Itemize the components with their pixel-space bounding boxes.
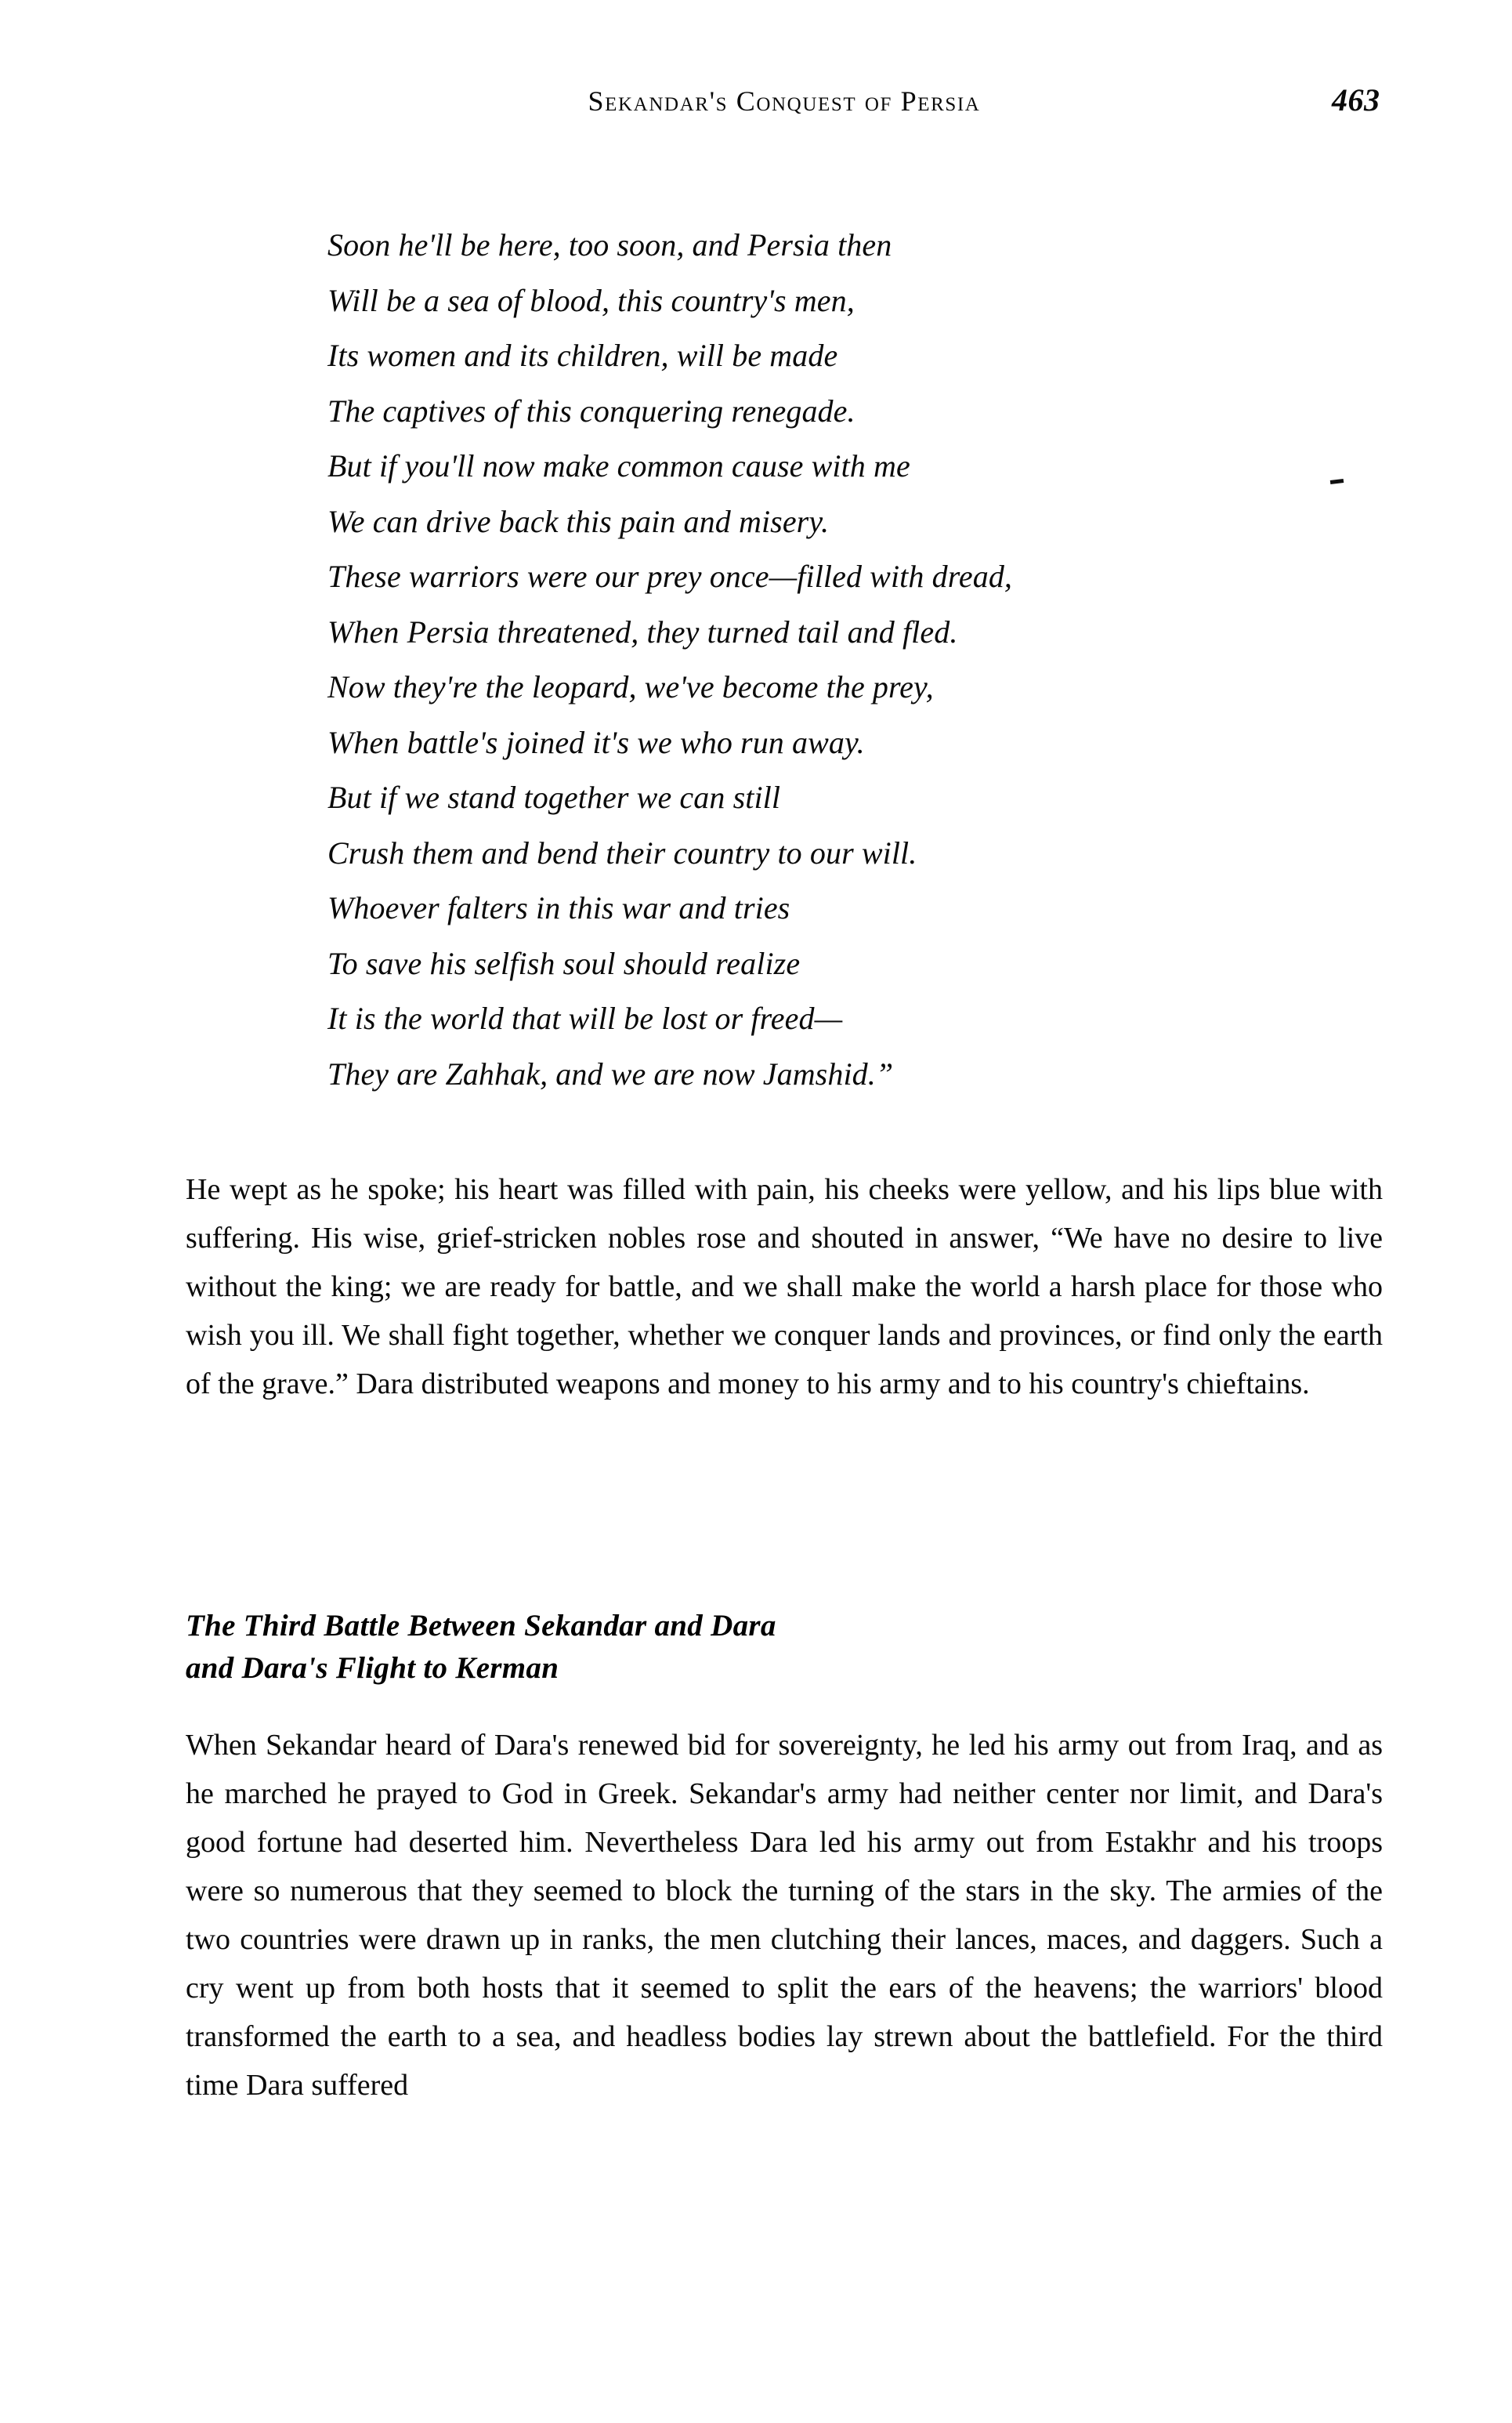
section-heading-line: The Third Battle Between Sekandar and Dara [186, 1609, 776, 1642]
body-paragraph: When Sekandar heard of Dara's renewed bid for sovereignty, he led his army out from Iraq, and as he marched he prayed to God in Greek. Sekandar's army had neither center nor limit, and Dara's good fortune had deserted him. Nevertheless Dara led his army out from Estakhr and his troops were so numerous that they seemed to block the turning of the stars in the sky. The armies of the two countries were drawn up in ranks, the men clutching their lances, maces, and daggers. Such a cry went up from both hosts that it seemed to split the ears of the heavens; the warriors' blood transformed the earth to a sea, and headless bodies lay strewn about the battlefield. For the third time Dara suffered [186, 1729, 1383, 2102]
body-paragraph: He wept as he spoke; his heart was filled with pain, his cheeks were yellow, and his lips blue with suffering. His wise, grief-stricken nobles rose and shouted in answer, “We have no desire to live without the king; we are ready for battle, and we shall make the world a harsh place for those who wish you ill. We shall fight together, whether we conquer lands and provinces, or find only the earth of the grave.” Dara distributed weapons and money to his army and to his country's chieftains. [186, 1173, 1383, 1400]
page-number: 463 [1332, 82, 1380, 118]
verse-line: Crush them and bend their country to our will. [327, 835, 917, 871]
verse-line: Its women and its children, will be made [327, 338, 838, 373]
verse-line: But if we stand together we can still [327, 780, 781, 815]
verse-line: These warriors were our prey once—filled with dread, [327, 559, 1013, 594]
verse-line: But if you'll now make common cause with me [327, 448, 910, 484]
verse-line: It is the world that will be lost or freed— [327, 1001, 843, 1036]
section-heading [186, 1605, 1383, 1690]
verse-line: We can drive back this pain and misery. [327, 503, 830, 539]
verse-line: When battle's joined it's we who run away. [327, 724, 865, 760]
running-head-title: Sekandar's Conquest of Persia [588, 85, 981, 117]
verse-block [327, 218, 1252, 1102]
verse-line: When Persia threatened, they turned tail and fled. [327, 614, 958, 650]
verse-line: Whoever falters in this war and tries [327, 890, 790, 925]
section-heading-line: and Dara's Flight to Kerman [186, 1651, 559, 1685]
verse-line: Will be a sea of blood, this country's men, [327, 282, 855, 318]
verse-line: They are Zahhak, and we are now Jamshid.” [327, 1056, 894, 1092]
verse-line: The captives of this conquering renegade. [327, 393, 855, 429]
margin-dash-mark [1330, 479, 1344, 484]
verse-line: To save his selfish soul should realize [327, 945, 801, 981]
verse-line: Soon he'll be here, too soon, and Persia then [327, 227, 892, 263]
verse-line: Now they're the leopard, we've become the prey, [327, 669, 934, 704]
running-head [186, 85, 1383, 129]
